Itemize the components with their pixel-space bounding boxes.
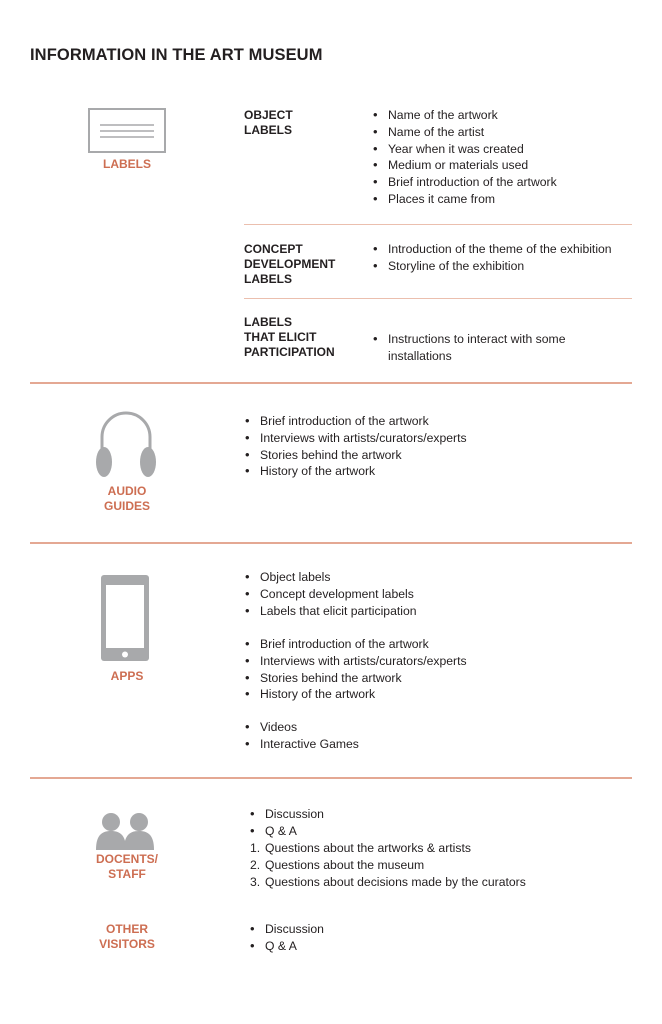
- list-item: • Brief introduction of the artwork: [245, 636, 467, 653]
- section-divider: [30, 382, 632, 384]
- divider: [244, 224, 632, 225]
- list-item: • Q & A: [250, 938, 324, 955]
- list-item: 2. Questions about the museum: [250, 857, 425, 872]
- audio-guides-category-label: AUDIO GUIDES: [103, 484, 150, 513]
- list-item: • Object labels: [245, 569, 417, 586]
- label-card-icon: [88, 108, 166, 158]
- participation-labels-heading: LABELS THAT ELICIT PARTICIPATION: [244, 315, 335, 359]
- apps-list-labels: [245, 569, 417, 619]
- concept-labels-list: [373, 241, 612, 275]
- list-item: • Medium or materials used: [373, 157, 557, 174]
- concept-labels-heading: CONCEPT DEVELOPMENT LABELS: [244, 242, 336, 286]
- list-item: • Stories behind the artwork: [245, 670, 467, 687]
- apps-list-media: [245, 719, 359, 753]
- list-item: • Interactive Games: [245, 736, 359, 753]
- labels-category-label: LABELS: [103, 157, 151, 171]
- audio-guides-list: [245, 413, 467, 480]
- list-item: • Brief introduction of the artwork: [245, 413, 467, 430]
- headphones-icon: [95, 407, 157, 484]
- list-item: • Q & A: [250, 823, 324, 840]
- list-item: • Storyline of the exhibition: [373, 258, 612, 275]
- list-item: • Interviews with artists/curators/experts: [245, 430, 467, 447]
- list-item: 3. Questions about decisions made by the curators: [250, 874, 526, 889]
- list-item: • History of the artwork: [245, 463, 467, 480]
- list-item: • Places it came from: [373, 191, 557, 208]
- smartphone-icon: [101, 575, 149, 666]
- list-item: • Labels that elicit participation: [245, 603, 417, 620]
- list-item: • Introduction of the theme of the exhibition: [373, 241, 612, 258]
- section-divider: [30, 777, 632, 779]
- docents-questions-list: [250, 840, 526, 890]
- section-divider: [30, 542, 632, 544]
- list-item: • Year when it was created: [373, 141, 557, 158]
- page-title: INFORMATION IN THE ART MUSEUM: [30, 46, 323, 64]
- object-labels-heading: OBJECT LABELS: [244, 108, 293, 137]
- list-item: • Brief introduction of the artwork: [373, 174, 557, 191]
- list-item: • Name of the artist: [373, 124, 557, 141]
- list-item: • Stories behind the artwork: [245, 447, 467, 464]
- list-item: • History of the artwork: [245, 686, 467, 703]
- participation-labels-list: [373, 314, 565, 381]
- divider: [244, 298, 632, 299]
- list-item: 1. Questions about the artworks & artists: [250, 841, 471, 855]
- other-visitors-list: [250, 921, 324, 955]
- docents-list: [250, 806, 324, 840]
- list-item: • Interviews with artists/curators/experts: [245, 653, 467, 670]
- list-item: • Discussion: [250, 921, 324, 938]
- apps-list-audio: [245, 636, 467, 703]
- list-item: • Instructions to interact with some installations: [373, 331, 565, 365]
- people-icon: [95, 812, 155, 855]
- other-visitors-category-label: OTHER VISITORS: [99, 922, 155, 951]
- object-labels-list: [373, 107, 557, 208]
- list-item: • Name of the artwork: [373, 107, 557, 124]
- docents-category-label: DOCENTS/ STAFF: [95, 852, 158, 881]
- apps-category-label: APPS: [110, 669, 144, 683]
- list-item: • Concept development labels: [245, 586, 417, 603]
- list-item: • Videos: [245, 719, 359, 736]
- list-item: • Discussion: [250, 806, 324, 823]
